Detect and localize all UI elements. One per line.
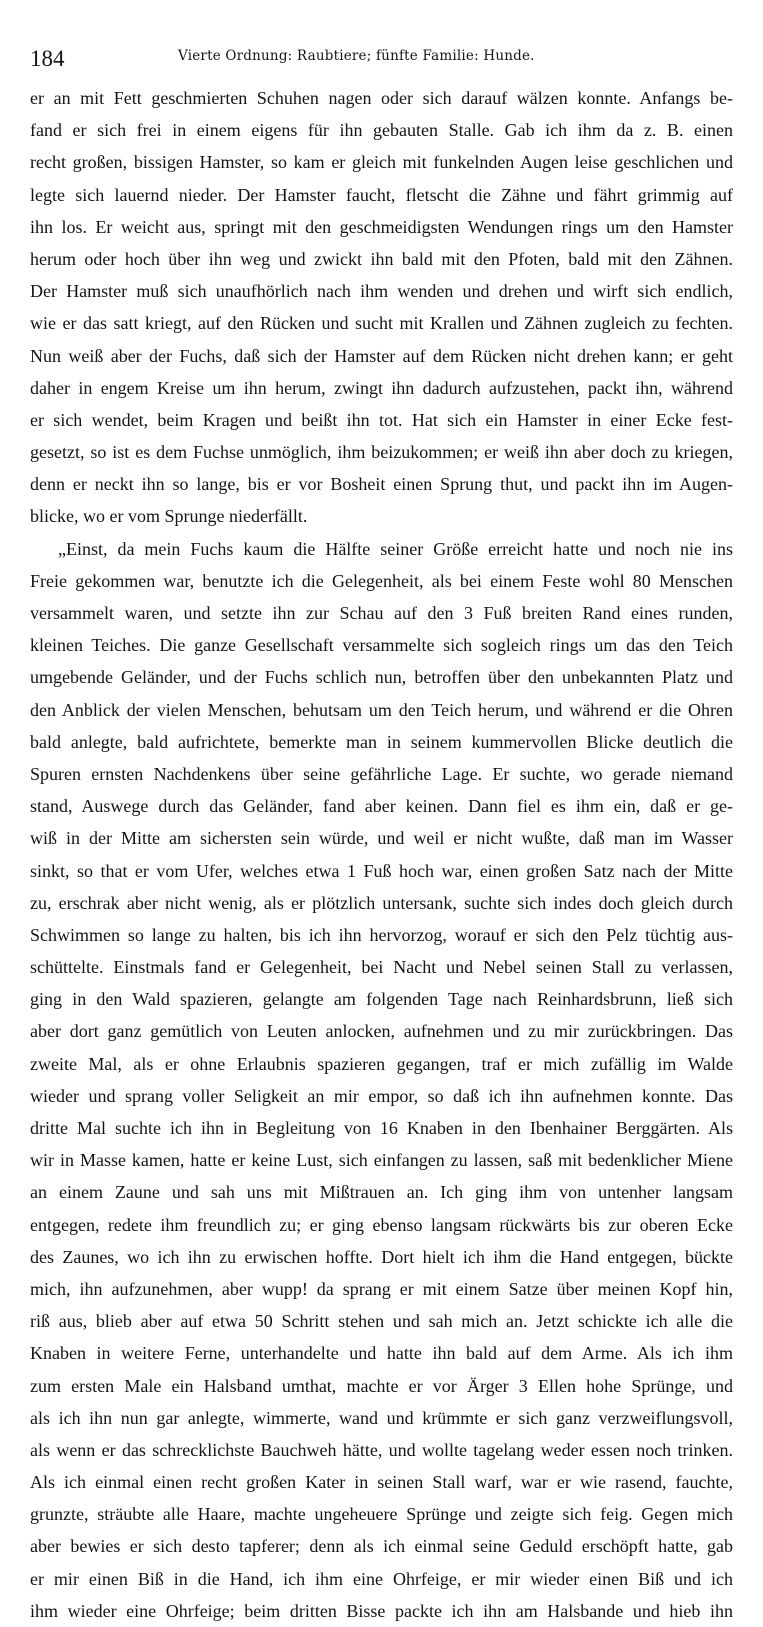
text-line: zu, erschrak aber nicht wenig, als er plötzlich untersank, suchte sich indes doch gleich durch: [30, 892, 733, 913]
text-line: ihm wieder eine Ohrfeige; beim dritten Bisse packte ich ihn am Halsbande und hieb ihn: [30, 1600, 733, 1621]
text-line: dritte Mal suchte ich ihn in Begleitung von 16 Knaben in den Ibenhainer Berggärten. Als: [30, 1118, 733, 1138]
text-line: wie er das satt kriegt, auf den Rücken und sucht mit Krallen und Zähnen zugleich zu fechten.: [30, 313, 733, 334]
text-line: ging in den Wald spazieren, gelangte am folgenden Tage nach Reinhardsbrunn, ließ sich: [30, 989, 733, 1010]
body-text: [30, 82, 733, 1627]
text-line: wiß in der Mitte am sichersten sein würde, und weil er nicht wußte, daß man im Wasser: [30, 828, 733, 849]
text-line: daher in engem Kreise um ihn herum, zwingt ihn dadurch aufzustehen, packt ihn, während: [30, 377, 733, 398]
text-line: herum oder hoch über ihn weg und zwickt ihn bald mit den Pfoten, bald mit den Zähnen.: [30, 248, 733, 269]
text-line: er sich wendet, beim Kragen und beißt ihn tot. Hat sich ein Hamster in einer Ecke fest-: [30, 409, 733, 430]
paragraph: [30, 82, 733, 533]
text-line: bald anlegte, bald aufrichtete, bemerkte man in seinem kummervollen Blicke deutlich die: [30, 731, 733, 752]
text-line: als wenn er das schrecklichste Bauchweh hätte, und wollte tagelang weder essen noch trinken.: [30, 1439, 733, 1460]
text-line: blicke, wo er vom Sprunge niederfällt.: [30, 506, 308, 527]
text-line: er mir einen Biß in die Hand, ich ihm eine Ohrfeige, er mir wieder einen Biß und ich: [30, 1568, 733, 1589]
text-line: ihn los. Er weicht aus, springt mit den geschmeidigsten Wendungen rings um den Hamster: [30, 216, 733, 237]
text-line: stand, Auswege durch das Geländer, fand aber keinen. Dann fiel es ihm ein, daß er ge-: [30, 796, 733, 817]
text-line: Nun weiß aber der Fuchs, daß sich der Hamster auf dem Rücken nicht drehen kann; er geht: [30, 345, 733, 366]
text-line: als ich ihn nun gar anlegte, wimmerte, wand und krümmte er sich ganz verzweiflungsvoll,: [30, 1407, 733, 1428]
text-line: umgebende Geländer, und der Fuchs schlich nun, betroffen über den unbekannten Platz und: [30, 667, 733, 688]
text-line: wir in Masse kamen, hatte er keine Lust, sich einfangen zu lassen, saß mit bedenklicher Miene: [30, 1150, 733, 1171]
text-line: zweite Mal, als er ohne Erlaubnis spazieren gegangen, traf er mich zufällig im Walde: [30, 1053, 733, 1074]
text-line: fand er sich frei in einem eigens für ihn gebauten Stalle. Gab ich ihm da z. B. einen: [30, 120, 733, 141]
text-line: kleinen Teiches. Die ganze Gesellschaft versammelte sich sogleich rings um das den Teich: [30, 635, 733, 656]
text-line: den Anblick der vielen Menschen, behutsam um den Teich herum, und während er die Ohren: [30, 699, 733, 720]
text-line: legte sich lauernd nieder. Der Hamster faucht, fletscht die Zähne und fährt grimmig auf: [30, 184, 733, 205]
running-head: Vierte Ordnung: Raubtiere; fünfte Familie: Hunde.: [178, 48, 535, 64]
text-line: zum ersten Male ein Halsband umthat, machte er vor Ärger 3 Ellen hohe Sprünge, und: [30, 1375, 733, 1396]
text-line: Knaben in weitere Ferne, unterhandelte und hatte ihn bald auf dem Arme. Als ich ihm: [30, 1343, 733, 1364]
text-line: an einem Zaune und sah uns mit Mißtrauen an. Ich ging ihm von untenher langsam: [30, 1182, 733, 1203]
text-line: schüttelte. Einstmals fand er Gelegenheit, bei Nacht und Nebel seinen Stall zu verlassen,: [30, 957, 733, 978]
text-line: grunzte, sträubte alle Haare, machte ungeheuere Sprünge und zeigte sich feig. Gegen mich: [30, 1504, 733, 1525]
text-line: gesetzt, so ist es dem Fuchse unmöglich, ihm beizukommen; er weiß ihn aber doch zu kriegen,: [30, 442, 733, 463]
page-number: 184: [30, 46, 65, 71]
text-line: wieder und sprang voller Seligkeit an mir empor, so daß ich ihn aufnehmen konnte. Das: [30, 1085, 733, 1106]
text-line: des Zaunes, wo ich ihn zu erwischen hoffte. Dort hielt ich ihm die Hand entgegen, bückte: [30, 1246, 733, 1267]
text-line: aber bewies er sich desto tapferer; denn als ich einmal seine Geduld erschöpft hatte, gab: [30, 1536, 733, 1557]
text-line: Spuren ernsten Nachdenkens über seine gefährliche Lage. Er suchte, wo gerade niemand: [30, 763, 733, 784]
text-line: recht großen, bissigen Hamster, so kam er gleich mit funkelnden Augen leise geschlichen und: [30, 152, 733, 173]
page-header: [30, 44, 733, 74]
text-line: aber dort ganz gemütlich von Leuten anlocken, aufnehmen und zu mir zurückbringen. Das: [30, 1021, 733, 1042]
text-line: riß aus, blieb aber auf etwa 50 Schritt stehen und sah mich an. Jetzt schickte ich alle die: [30, 1311, 733, 1332]
text-line: er an mit Fett geschmierten Schuhen nagen oder sich darauf wälzen konnte. Anfangs be-: [30, 88, 733, 108]
text-line: Schwimmen so lange zu halten, bis ich ihn hervorzog, worauf er sich den Pelz tüchtig aus-: [30, 924, 733, 945]
text-line: entgegen, redete ihm freundlich zu; er ging ebenso langsam rückwärts bis zur oberen Ecke: [30, 1214, 733, 1235]
text-line: versammelt waren, und setzte ihn zur Schau auf den 3 Fuß breiten Rand eines runden,: [30, 603, 733, 623]
text-line: mich, ihn aufzunehmen, aber wupp! da sprang er mit einem Satze über meinen Kopf hin,: [30, 1278, 733, 1299]
text-line: Der Hamster muß sich unaufhörlich nach ihm wenden und drehen und wirft sich endlich,: [30, 281, 733, 302]
text-line: denn er neckt ihn so lange, bis er vor Bosheit einen Sprung thut, und packt ihn im Augen-: [30, 474, 733, 495]
text-line: Als ich einmal einen recht großen Kater in seinen Stall warf, war er wie rasend, fauchte,: [30, 1472, 733, 1493]
text-line: Freie gekommen war, benutzte ich die Gelegenheit, als bei einem Feste wohl 80 Menschen: [30, 570, 733, 591]
text-line: sinkt, so that er vom Ufer, welches etwa 1 Fuß hoch war, einen großen Satz nach der Mitte: [30, 860, 733, 881]
paragraph: [30, 533, 733, 1627]
text-line: „Einst, da mein Fuchs kaum die Hälfte seiner Größe erreicht hatte und noch nie ins: [58, 538, 733, 559]
